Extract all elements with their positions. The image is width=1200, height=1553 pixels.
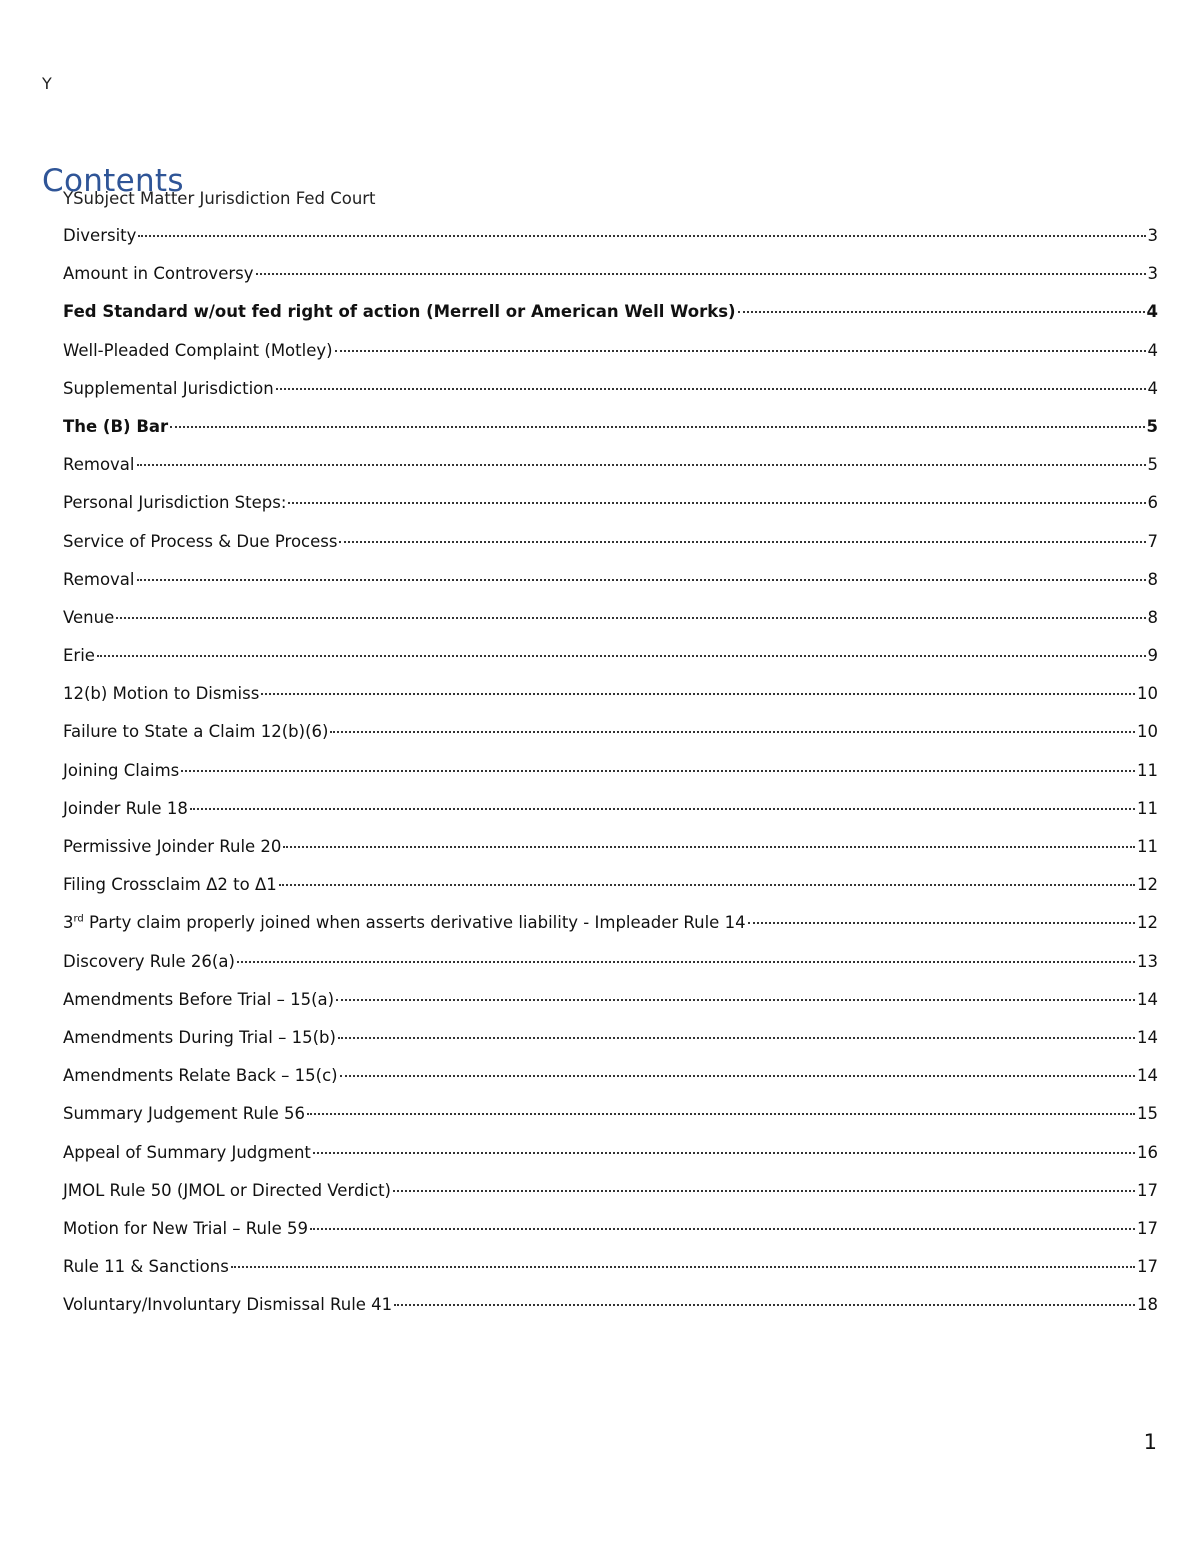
toc-entry-title[interactable] xyxy=(63,608,114,627)
toc-entry[interactable] xyxy=(63,532,1158,570)
toc-entry-title-text: Filing Crossclaim Δ2 to Δ1 xyxy=(63,875,277,895)
toc-dot-leader xyxy=(307,1113,1135,1115)
toc-entry[interactable] xyxy=(63,837,1158,875)
toc-entry[interactable] xyxy=(63,952,1158,990)
toc-entry-title[interactable] xyxy=(63,570,135,589)
toc-entry-page: 14 xyxy=(1137,1027,1158,1047)
toc-entry-title[interactable] xyxy=(63,722,328,741)
toc-entry-title[interactable] xyxy=(63,646,95,665)
toc-entry-page: 14 xyxy=(1137,989,1158,1009)
toc-entry-title-text: Failure to State a Claim 12(b)(6) xyxy=(63,722,329,742)
toc-entry-title-text: Amendments Relate Back – 15(c) xyxy=(63,1066,338,1086)
toc-dot-leader xyxy=(310,1228,1135,1230)
toc-dot-leader xyxy=(137,579,1146,581)
toc-entry-page: 4 xyxy=(1147,378,1158,398)
toc-dot-leader xyxy=(190,808,1135,810)
toc-entry[interactable] xyxy=(63,302,1158,340)
toc-entry-title[interactable] xyxy=(63,1295,392,1314)
toc-entry-title-text: 3 xyxy=(63,913,74,933)
toc-dot-leader xyxy=(335,350,1146,352)
toc-entry-title-text: Motion for New Trial – Rule 59 xyxy=(63,1218,308,1238)
toc-entry-title[interactable] xyxy=(63,379,274,398)
toc-entry-page: 3 xyxy=(1147,264,1158,284)
toc-dot-leader xyxy=(97,655,1146,657)
toc-entry[interactable] xyxy=(63,417,1158,455)
toc-entry[interactable] xyxy=(63,1219,1158,1257)
toc-entry-title-text: Removal xyxy=(63,455,135,475)
toc-entry-page: 11 xyxy=(1137,798,1158,818)
toc-entry-title-text: Discovery Rule 26(a) xyxy=(63,951,235,971)
toc-entry-title[interactable] xyxy=(63,913,746,932)
toc-entry-title-text: Venue xyxy=(63,607,115,627)
toc-entry-title-text: Service of Process & Due Process xyxy=(63,531,338,551)
toc-entry[interactable] xyxy=(63,455,1158,493)
toc-entry-page: 4 xyxy=(1147,340,1158,360)
toc-dot-leader xyxy=(330,731,1135,733)
toc-entry-title-text: Rule 11 & Sanctions xyxy=(63,1257,229,1277)
toc-dot-leader xyxy=(336,999,1135,1001)
toc-entry[interactable] xyxy=(63,1181,1158,1219)
toc-entry[interactable] xyxy=(63,1257,1158,1295)
toc-list xyxy=(63,226,1158,1333)
toc-entry-title[interactable] xyxy=(63,990,334,1009)
toc-entry-title-text: Fed Standard w/out fed right of action (Merrell or American Well Works) xyxy=(63,302,736,322)
toc-entry-page: 12 xyxy=(1137,913,1158,933)
toc-entry[interactable] xyxy=(63,264,1158,302)
toc-entry-title[interactable] xyxy=(63,684,259,703)
toc-dot-leader xyxy=(116,617,1145,619)
toc-dot-leader xyxy=(340,1075,1135,1077)
toc-entry-superscript: rd xyxy=(73,913,84,925)
toc-dot-leader xyxy=(256,273,1146,275)
toc-entry-page: 14 xyxy=(1137,1066,1158,1086)
toc-dot-leader xyxy=(288,502,1145,504)
toc-entry[interactable] xyxy=(63,1104,1158,1142)
header-mark: Y xyxy=(42,74,52,93)
toc-entry-title-text: The (B) Bar xyxy=(63,416,169,436)
toc-entry-page: 6 xyxy=(1147,493,1158,513)
toc-entry-title[interactable] xyxy=(63,1028,336,1047)
toc-entry-page: 13 xyxy=(1137,951,1158,971)
toc-dot-leader xyxy=(231,1266,1135,1268)
toc-dot-leader xyxy=(748,922,1135,924)
toc-entry-title[interactable] xyxy=(63,1219,308,1238)
toc-entry-title[interactable] xyxy=(63,952,235,971)
toc-entry-title-text: Appeal of Summary Judgment xyxy=(63,1142,311,1162)
toc-entry[interactable] xyxy=(63,379,1158,417)
toc-entry[interactable] xyxy=(63,799,1158,837)
toc-dot-leader xyxy=(393,1190,1135,1192)
toc-entry-title-text: JMOL Rule 50 (JMOL or Directed Verdict) xyxy=(63,1180,391,1200)
toc-entry-page: 12 xyxy=(1137,875,1158,895)
toc-dot-leader xyxy=(170,426,1144,428)
toc-heading: YSubject Matter Jurisdiction Fed Court xyxy=(63,189,376,208)
toc-entry-page: 17 xyxy=(1137,1180,1158,1200)
toc-entry-title-text: Well-Pleaded Complaint (Motley) xyxy=(63,340,333,360)
toc-entry[interactable] xyxy=(63,913,1158,951)
toc-entry-page: 11 xyxy=(1137,837,1158,856)
toc-entry-page: 8 xyxy=(1147,607,1158,627)
toc-entry-title-text: Amount in Controversy xyxy=(63,264,254,284)
toc-entry-title-text: Erie xyxy=(63,646,95,666)
toc-dot-leader xyxy=(237,961,1135,963)
toc-entry-page: 17 xyxy=(1137,1218,1158,1238)
toc-entry-title-text: Voluntary/Involuntary Dismissal Rule 41 xyxy=(63,1295,393,1315)
toc-entry-title[interactable] xyxy=(63,1257,229,1276)
toc-entry-page: 7 xyxy=(1147,531,1158,551)
toc-entry-page: 8 xyxy=(1147,569,1158,589)
toc-entry-title[interactable] xyxy=(63,455,135,474)
toc-entry-title[interactable] xyxy=(63,1143,311,1162)
toc-dot-leader xyxy=(338,1037,1135,1039)
toc-entry-title-text: Supplemental Jurisdiction xyxy=(63,378,274,398)
toc-entry-title[interactable] xyxy=(63,264,254,283)
toc-entry-title[interactable] xyxy=(63,532,337,551)
toc-entry-title[interactable] xyxy=(63,761,179,780)
toc-dot-leader xyxy=(339,541,1145,543)
toc-entry[interactable] xyxy=(63,226,1158,264)
page-number: 1 xyxy=(1143,1430,1157,1454)
toc-entry-title-text: Diversity xyxy=(63,226,137,245)
toc-entry[interactable] xyxy=(63,341,1158,379)
toc-entry-title-text: Amendments During Trial – 15(b) xyxy=(63,1027,336,1047)
toc-entry[interactable] xyxy=(63,990,1158,1028)
toc-dot-leader xyxy=(138,235,1145,237)
toc-entry-title[interactable] xyxy=(63,341,333,360)
toc-entry-title-text: Amendments Before Trial – 15(a) xyxy=(63,989,335,1009)
toc-entry-title[interactable] xyxy=(63,417,168,436)
toc-entry-page: 18 xyxy=(1137,1295,1158,1315)
toc-entry-title[interactable] xyxy=(63,302,736,321)
toc-dot-leader xyxy=(137,464,1146,466)
toc-title: Contents xyxy=(42,162,184,199)
toc-entry-page: 17 xyxy=(1137,1257,1158,1277)
toc-dot-leader xyxy=(283,846,1135,848)
toc-entry[interactable] xyxy=(63,684,1158,722)
toc-entry-title[interactable] xyxy=(63,1066,338,1085)
toc-entry-title-text: Joinder Rule 18 xyxy=(63,798,188,818)
toc-dot-leader xyxy=(261,693,1135,695)
toc-entry-page: 10 xyxy=(1137,722,1158,742)
toc-entry-title-text: 12(b) Motion to Dismiss xyxy=(63,684,260,704)
toc-entry-page: 4 xyxy=(1146,302,1158,322)
toc-entry-title[interactable] xyxy=(63,493,286,512)
toc-dot-leader xyxy=(181,770,1135,772)
toc-entry-title-rest: Party claim properly joined when asserts derivative liability - Impleader Rule 14 xyxy=(83,913,746,933)
toc-entry[interactable] xyxy=(63,1143,1158,1181)
toc-dot-leader xyxy=(279,884,1135,886)
toc-entry-title[interactable] xyxy=(63,837,281,856)
toc-entry-title[interactable] xyxy=(63,799,188,818)
toc-entry-page: 9 xyxy=(1147,646,1158,666)
toc-entry-page: 11 xyxy=(1137,760,1158,780)
toc-entry-title[interactable] xyxy=(63,875,277,894)
toc-dot-leader xyxy=(313,1152,1135,1154)
toc-entry-title[interactable] xyxy=(63,226,136,245)
toc-entry-title[interactable] xyxy=(63,1104,305,1123)
toc-entry-page: 10 xyxy=(1137,684,1158,704)
toc-entry-title-text: Personal Jurisdiction Steps: xyxy=(63,493,287,513)
toc-entry-title-text: Joining Claims xyxy=(63,760,180,780)
toc-entry-title-text: Summary Judgement Rule 56 xyxy=(63,1104,305,1124)
toc-entry-page: 5 xyxy=(1147,455,1158,475)
toc-entry-page: 5 xyxy=(1146,416,1158,436)
toc-entry[interactable] xyxy=(63,761,1158,799)
toc-entry-page: 16 xyxy=(1137,1142,1158,1162)
toc-entry[interactable] xyxy=(63,608,1158,646)
toc-entry-page: 15 xyxy=(1137,1104,1158,1124)
toc-entry-title-text: Removal xyxy=(63,569,135,589)
toc-dot-leader xyxy=(394,1304,1135,1306)
toc-entry-page: 3 xyxy=(1147,226,1158,245)
toc-entry[interactable] xyxy=(63,875,1158,913)
toc-entry-title-text: Permissive Joinder Rule 20 xyxy=(63,837,282,856)
toc-entry[interactable] xyxy=(63,493,1158,531)
toc-entry[interactable] xyxy=(63,1066,1158,1104)
toc-entry[interactable] xyxy=(63,646,1158,684)
toc-entry-title[interactable] xyxy=(63,1181,391,1200)
toc-entry[interactable] xyxy=(63,1028,1158,1066)
toc-entry[interactable] xyxy=(63,722,1158,760)
toc-entry[interactable] xyxy=(63,570,1158,608)
toc-dot-leader xyxy=(276,388,1146,390)
toc-dot-leader xyxy=(738,311,1145,313)
toc-entry[interactable] xyxy=(63,1295,1158,1333)
